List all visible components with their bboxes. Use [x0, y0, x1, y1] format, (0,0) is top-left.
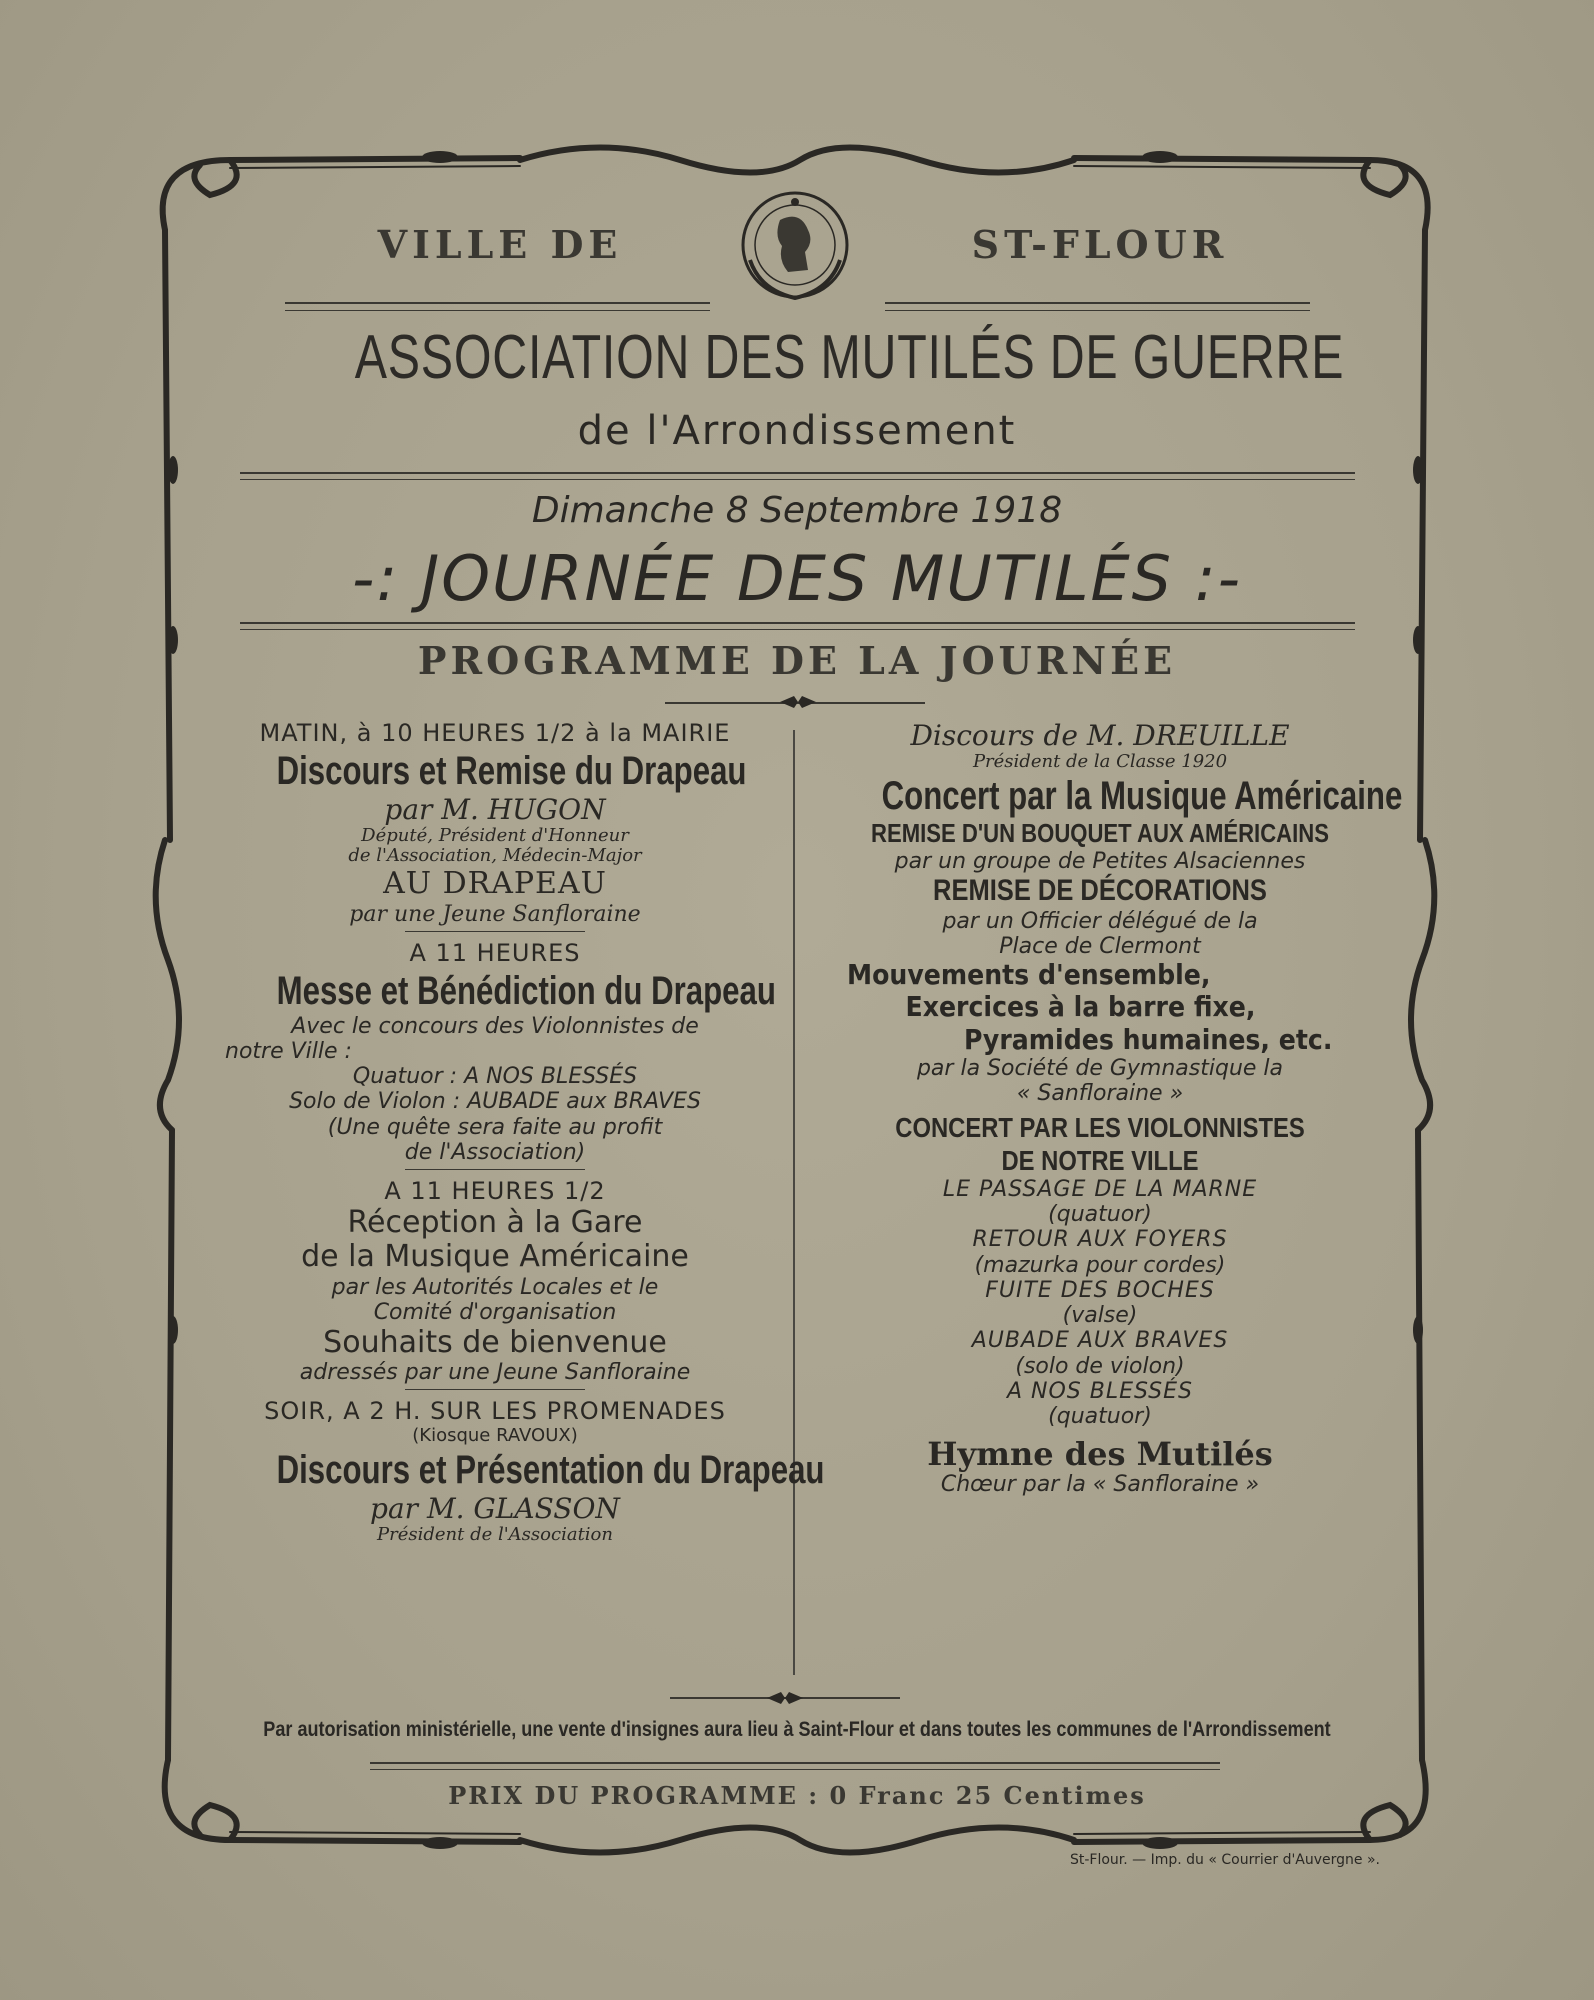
association-title: ASSOCIATION DES MUTILÉS DE GUERRE [354, 323, 1345, 392]
program-line: par la Société de Gymnastique la [916, 1055, 1284, 1081]
program-heading: DE NOTRE VILLE [1001, 1144, 1199, 1176]
program-line: Pyramides humaines, etc. [964, 1022, 1333, 1056]
program-line: REMISE D'UN BOUQUET AUX AMÉRICAINS [871, 817, 1329, 848]
programme-price: PRIX DU PROGRAMME : 0 Franc 25 Centimes [448, 1781, 1146, 1810]
program-heading: Concert par la Musique Américaine [881, 773, 1403, 818]
program-line: de la Musique Américaine [301, 1239, 689, 1275]
program-line: SOIR, A 2 H. SUR LES PROMENADES [264, 1397, 726, 1426]
rule [370, 1762, 1220, 1764]
event-date: Dimanche 8 Septembre 1918 [531, 490, 1063, 531]
program-line: Chœur par la « Sanfloraine » [940, 1472, 1260, 1498]
program-line: AUBADE AUX BRAVES [971, 1328, 1229, 1354]
program-line: par les Autorités Locales et le [331, 1274, 659, 1300]
program-line: de l'Association, Médecin-Major [348, 845, 642, 867]
program-line: « Sanfloraine » [1016, 1081, 1184, 1107]
program-line: par M. GLASSON [370, 1491, 620, 1525]
program-line: FUITE DES BOCHES [985, 1277, 1215, 1303]
program-line: A 11 HEURES [409, 938, 581, 967]
rule [240, 479, 1355, 480]
program-line: Discours de M. DREUILLE [910, 719, 1290, 752]
arrondissement-subtitle: de l'Arrondissement [577, 408, 1017, 454]
program-line: Mouvements d'ensemble, [847, 958, 1211, 992]
program-heading: CONCERT PAR LES VIOLONNISTES [895, 1112, 1305, 1144]
authorization-note: Par autorisation ministérielle, une vente d'insignes aura lieu à Saint-Flour et dans toutes les communes de l'Arrondissement [263, 1718, 1331, 1741]
program-line: RETOUR AUX FOYERS [972, 1227, 1228, 1253]
program-line: LE PASSAGE DE LA MARNE [942, 1176, 1258, 1202]
program-line: par un groupe de Petites Alsaciennes [894, 848, 1306, 874]
program-heading: Messe et Bénédiction du Drapeau [276, 968, 776, 1013]
rule [285, 302, 710, 304]
program-line: Avec le concours des Violonnistes de [291, 1013, 699, 1039]
printer-credit: St-Flour. — Imp. du « Courrier d'Auvergne ». [1069, 1852, 1380, 1868]
program-line: (Une quête sera faite au profit [327, 1114, 663, 1140]
program-heading: Discours et Remise du Drapeau [276, 748, 747, 793]
program-line: (quatuor) [1048, 1404, 1152, 1430]
program-line: Comité d'organisation [373, 1300, 617, 1326]
program-line: (solo de violon) [1015, 1353, 1185, 1379]
program-line: Député, Président d'Honneur [361, 824, 629, 846]
program-line: par une Jeune Sanfloraine [349, 901, 641, 927]
program-line: adressés par une Jeune Sanfloraine [299, 1360, 691, 1386]
rule [405, 1169, 585, 1170]
program-line: notre Ville : [225, 1038, 352, 1064]
program-line: AU DRAPEAU [383, 866, 607, 902]
rule [885, 310, 1310, 311]
program-line: de l'Association) [404, 1140, 586, 1166]
program-line: Solo de Violon : AUBADE aux BRAVES [289, 1089, 701, 1115]
program-heading: Hymne des Mutilés [927, 1434, 1273, 1473]
program-line: (valse) [1062, 1303, 1138, 1329]
fleuron-icon [765, 1688, 805, 1708]
rule [285, 310, 710, 311]
program-line: Réception à la Gare [347, 1204, 643, 1240]
program-line: Exercices à la barre fixe, [905, 990, 1256, 1024]
rule [240, 472, 1355, 474]
st-flour-label: ST-FLOUR [971, 222, 1229, 267]
program-line: (quatuor) [1048, 1201, 1152, 1227]
program-line: (Kiosque RAVOUX) [412, 1424, 578, 1446]
program-line: Souhaits de bienvenue [323, 1324, 667, 1360]
program-line: Quatuor : A NOS BLESSÉS [352, 1064, 638, 1090]
rule [405, 931, 585, 932]
program-heading: REMISE DE DÉCORATIONS [933, 874, 1267, 908]
program-line: MATIN, à 10 HEURES 1/2 à la MAIRIE [259, 719, 731, 747]
rule [885, 302, 1310, 304]
journee-title: -: JOURNÉE DES MUTILÉS :- [352, 542, 1242, 615]
rule [405, 1389, 585, 1390]
program-line: Président de la Classe 1920 [972, 751, 1228, 773]
rule [240, 622, 1355, 624]
column-separator [793, 730, 795, 1675]
program-line: (mazurka pour cordes) [974, 1252, 1226, 1278]
program-heading: Discours et Présentation du Drapeau [276, 1447, 825, 1492]
republic-seal-icon [730, 180, 860, 310]
program-line: Président de l'Association [377, 1523, 613, 1545]
program-line: A 11 HEURES 1/2 [384, 1177, 606, 1206]
fleuron-icon [778, 692, 818, 712]
program-line: A NOS BLESSÉS [1006, 1379, 1194, 1405]
right-column [820, 719, 1403, 1498]
program-line: Place de Clermont [999, 933, 1201, 959]
programme-heading: PROGRAMME DE LA JOURNÉE [417, 638, 1177, 683]
rule [370, 1769, 1220, 1770]
program-line: par M. HUGON [384, 792, 606, 826]
left-column [215, 719, 825, 1545]
rule [240, 629, 1355, 630]
ville-de-label: VILLE DE [377, 222, 623, 267]
program-line: par un Officier délégué de la [942, 908, 1258, 934]
